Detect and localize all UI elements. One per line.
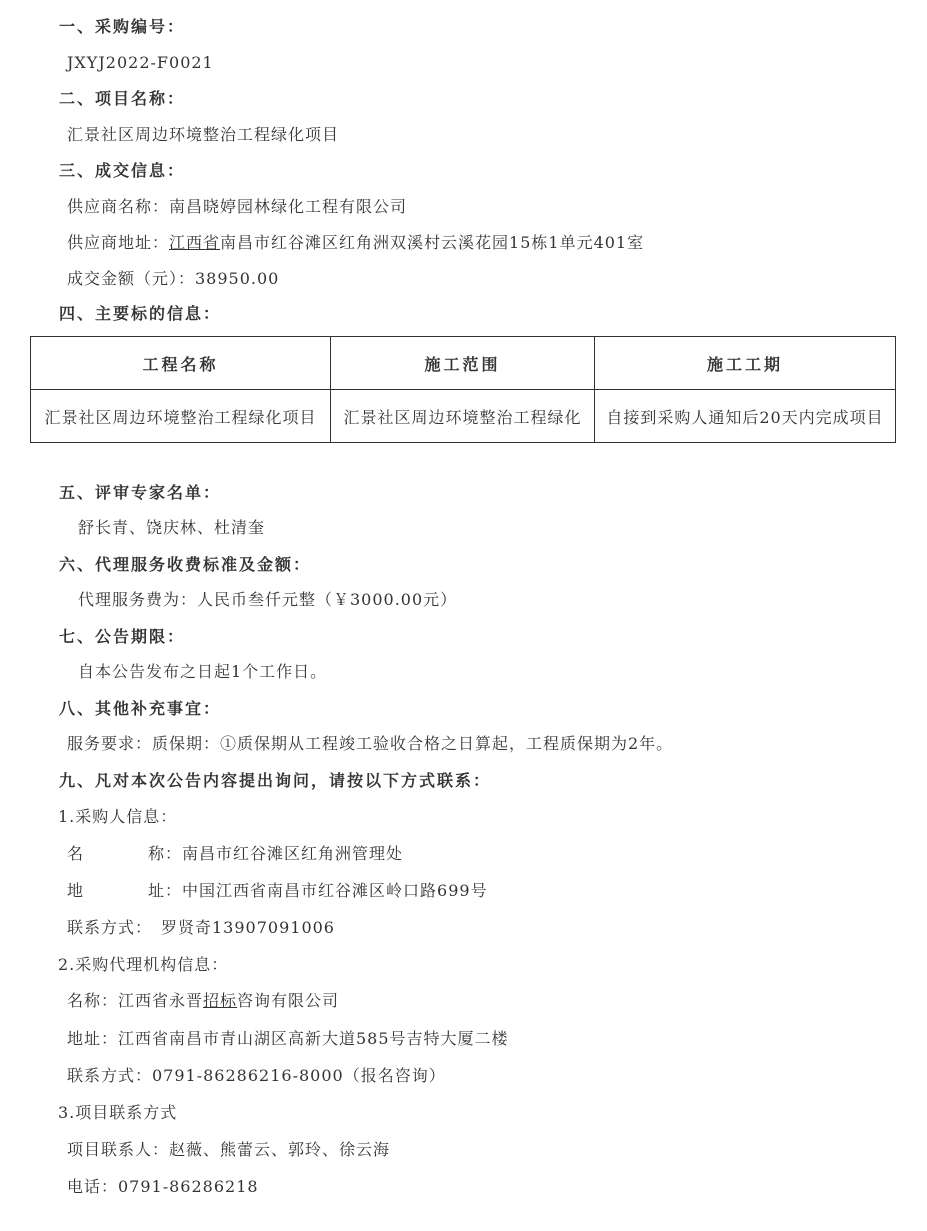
procurement-number: JXYJ2022-F0021 — [67, 53, 214, 72]
agency-name-prefix: 名称：江西省永晋 — [67, 991, 204, 1010]
purchaser-name-row — [67, 844, 403, 864]
section-project-name-heading: 二、项目名称： — [59, 89, 186, 108]
supplier-name-label: 供应商名称： — [67, 197, 170, 216]
table-cell: 自接到采购人通知后20天内完成项目 — [595, 390, 896, 443]
subject-info-table — [30, 336, 896, 443]
purchaser-name-label-part2: 称： — [148, 844, 183, 863]
agency-name-suffix: 咨询有限公司 — [237, 991, 340, 1010]
agency-contact: 联系方式：0791-86286216-8000（报名咨询） — [67, 1066, 446, 1085]
purchaser-address: 中国江西省南昌市红谷滩区岭口路699号 — [182, 881, 488, 900]
table-header-cell: 施工工期 — [595, 337, 896, 390]
table-header-row — [31, 337, 896, 390]
agency-address: 地址：江西省南昌市青山湖区高新大道585号吉特大厦二楼 — [67, 1029, 509, 1048]
table-header-cell: 工程名称 — [31, 337, 331, 390]
table-cell: 汇景社区周边环境整治工程绿化 — [331, 390, 595, 443]
purchaser-address-label-part1: 地 — [67, 881, 85, 900]
table-row — [31, 390, 896, 443]
table-header-cell: 施工范围 — [331, 337, 595, 390]
purchaser-address-label-part2: 址： — [148, 881, 183, 900]
deal-amount: 成交金额（元）：38950.00 — [67, 269, 280, 288]
project-contact-title: 3.项目联系方式 — [58, 1103, 178, 1122]
section-main-subject-heading: 四、主要标的信息： — [59, 304, 222, 323]
project-name: 汇景社区周边环境整治工程绿化项目 — [67, 125, 340, 144]
service-requirements: 服务要求：质保期：①质保期从工程竣工验收合格之日算起，工程质保期为2年。 — [67, 734, 674, 753]
section-agency-fee-heading: 六、代理服务收费标准及金额： — [59, 555, 312, 574]
purchaser-contact: 联系方式： 罗贤奇13907091006 — [67, 918, 335, 937]
agency-info-title: 2.采购代理机构信息： — [58, 955, 229, 974]
agency-fee: 代理服务费为：人民币叁仟元整（￥3000.00元） — [78, 590, 458, 609]
table-cell: 汇景社区周边环境整治工程绿化项目 — [31, 390, 331, 443]
supplier-address-row — [67, 233, 644, 253]
project-contact-phone: 电话：0791-86286218 — [67, 1177, 259, 1196]
expert-list: 舒长青、饶庆林、杜清奎 — [78, 518, 266, 537]
section-notice-period-heading: 七、公告期限： — [59, 627, 186, 646]
purchaser-name-label-part1: 名 — [67, 844, 85, 863]
supplier-name: 南昌晓婷园林绿化工程有限公司 — [169, 197, 408, 216]
section-procurement-number-heading: 一、采购编号： — [59, 17, 186, 36]
notice-period: 自本公告发布之日起1个工作日。 — [78, 662, 328, 681]
agency-name-row — [67, 991, 339, 1011]
project-contact-people: 项目联系人：赵薇、熊蕾云、郭玲、徐云海 — [67, 1140, 391, 1159]
tender-link[interactable]: 招标 — [203, 991, 238, 1010]
section-experts-heading: 五、评审专家名单： — [59, 483, 222, 502]
purchaser-info-title: 1.采购人信息： — [58, 807, 178, 826]
supplier-address-label: 供应商地址： — [67, 233, 170, 252]
supplier-address: 南昌市红谷滩区红角洲双溪村云溪花园15栋1单元401室 — [220, 233, 645, 252]
section-contact-heading: 九、凡对本次公告内容提出询问，请按以下方式联系： — [59, 771, 492, 790]
section-deal-info-heading: 三、成交信息： — [59, 161, 186, 180]
province-link[interactable]: 江西省 — [169, 233, 221, 252]
purchaser-address-row — [67, 881, 488, 901]
supplier-name-row — [67, 197, 407, 217]
purchaser-name: 南昌市红谷滩区红角洲管理处 — [182, 844, 404, 863]
section-other-matters-heading: 八、其他补充事宜： — [59, 699, 222, 718]
